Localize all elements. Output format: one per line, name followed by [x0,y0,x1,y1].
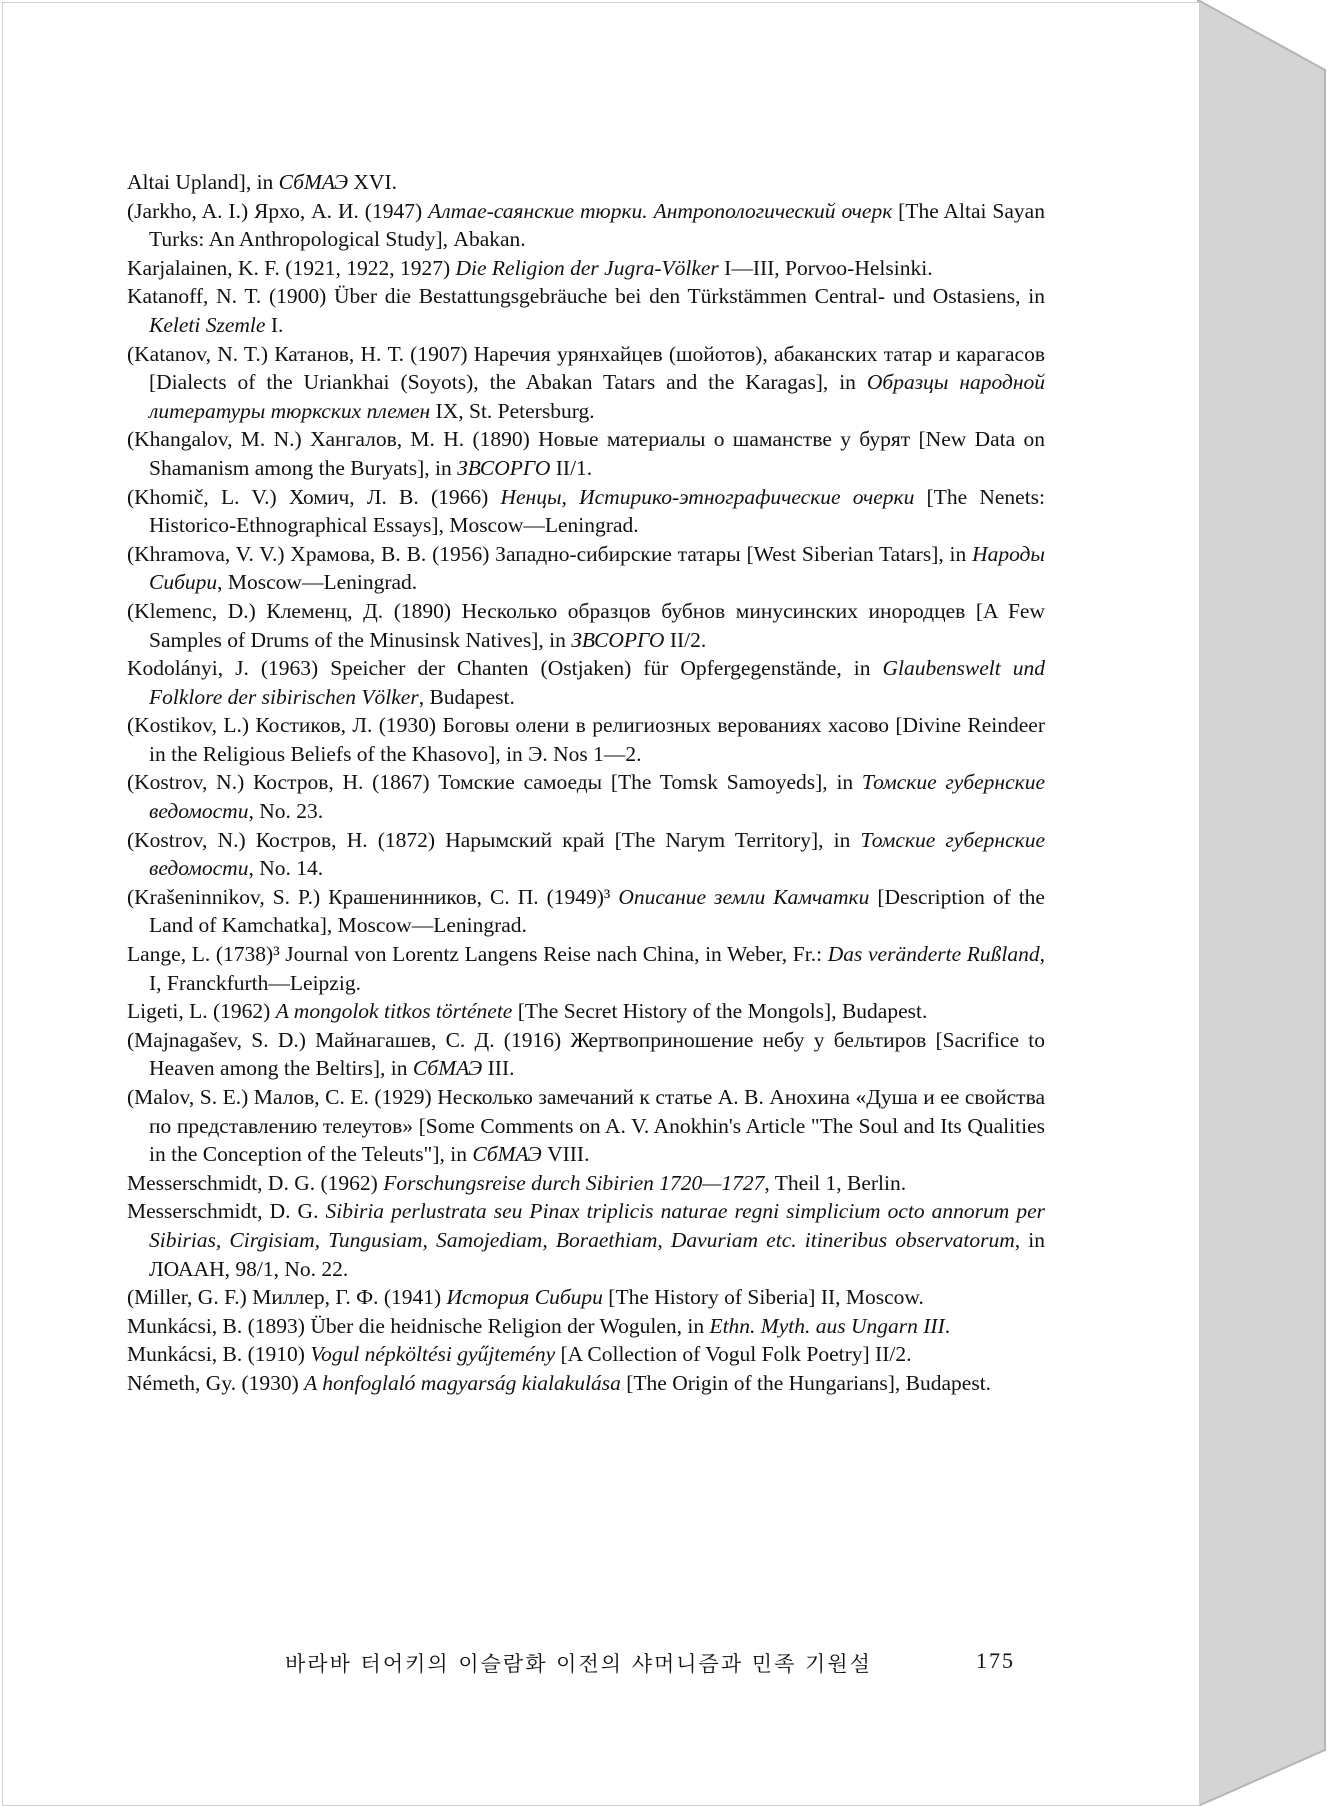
bibliography-entry [127,1369,1045,1398]
page-side-slab [1198,0,1325,1806]
entry-title-italic: ЗВСОРГО [457,455,551,480]
entry-text: Kodolányi, J. (1963) Speicher der Chanten (Ostjaken) für Opfergegenstände, in [127,656,883,681]
entry-text: , Moscow—Leningrad. [217,570,418,595]
entry-text: [A Collection of Vogul Folk Poetry] II/2. [555,1342,912,1367]
entry-text: (Kostikov, L.) Костиков, Л. (1930) Боговы олени в религиозных верованиях хасово [Divine Reindeer in the Religious Beliefs of the Khasovo], in Э. Nos 1—2. [127,713,1045,766]
entry-title-italic: Forschungsreise durch Sibirien 1720—1727 [383,1170,765,1195]
entry-text: Munkácsi, B. (1910) [127,1342,311,1367]
entry-title-italic: СбМАЭ [278,170,349,194]
entry-title-italic: Vogul népköltési gyűjtemény [310,1342,556,1367]
entry-text: . [944,1313,951,1338]
entry-text: [The Altai Sayan Turks: An Anthropological Study], Abakan. [149,198,1045,252]
entry-text: Messerschmidt, D. G. (1962) [127,1170,384,1195]
entry-text: I. [265,312,284,337]
entry-text: III. [482,1056,515,1081]
bibliography-entry [127,768,1045,825]
bibliography-entry [127,826,1045,883]
entry-text: Lange, L. (1738)³ Journal von Lorentz Langens Reise nach China, in Weber, Fr.: [127,942,828,967]
entry-text: Katanoff, N. T. (1900) Über die Bestattungsgebräuche bei den Türkstämmen Central- und Ostasiens, in [127,284,1045,309]
bibliography-entry [127,282,1045,339]
entry-text: (Khangalov, M. N.) Хангалов, М. Н. (1890) Новые материалы о шаманстве у бурят [New Data on Shamanism among the Buryats], in [127,427,1045,480]
entry-text: (Klemenc, D.) Клеменц, Д. (1890) Несколько образцов бубнов минусинских инородцев [A Few Samples of Drums of the Minusinsk Natives], in [127,598,1045,652]
bibliography-entry [127,597,1045,654]
entry-title-italic: Ethn. Myth. aus Ungarn III [709,1313,945,1338]
bibliography-entry [127,1026,1045,1083]
entry-text: [The Secret History of the Mongols], Budapest. [512,999,928,1024]
bibliography-entry [127,197,1045,254]
entry-text: Munkácsi, B. (1893) Über die heidnische Religion der Wogulen, in [127,1313,710,1338]
entry-title-italic: ЗВСОРГО [571,627,665,652]
entry-text: (Malov, S. E.) Малов, С. Е. (1929) Несколько замечаний к статье А. В. Анохина «Душа и ее свойства по представлению телеутов» [Some Comments on A. V. Anokhin's Article "The Soul and Its Qualities in the Conception of the Teleuts"], in [127,1085,1045,1167]
entry-text: (Kostrov, N.) Костров, Н. (1867) Томские самоеды [The Tomsk Samoyeds], in [127,770,862,795]
entry-title-italic: Народы Сибири [149,541,1045,595]
running-title: 바라바 터어키의 이슬람화 이전의 샤머니즘과 민족 기원설 [285,1652,872,1676]
bibliography-entry [127,1197,1045,1283]
entry-text: (Katanov, N. T.) Катанов, Н. Т. (1907) Наречия урянхайцев (шойотов), абаканских татар и карагасов [Dialects of the Uriankhai (Soyots), the Abakan Tatars and the Karagas], in [127,341,1045,395]
bibliography-entry [127,711,1045,768]
bibliography-entry [127,254,1045,283]
entry-title-italic: Das veränderte Rußland [827,942,1040,967]
entry-text: Németh, Gy. (1930) [127,1370,305,1395]
bibliography-entry [127,997,1045,1026]
bibliography-entry [127,1283,1045,1312]
bibliography-entry [127,483,1045,540]
entry-text: [Description of the Land of Kamchatka], Moscow—Leningrad. [149,884,1045,938]
bibliography-entry [127,168,1045,197]
entry-title-italic: A honfoglaló magyarság kialakulása [304,1370,621,1395]
entry-text: IX, St. Petersburg. [430,398,595,423]
entry-title-italic: СбМАЭ [472,1142,542,1167]
entry-text: , I, Franckfurth—Leipzig. [149,942,1045,995]
entry-text: Messerschmidt, D. G. [127,1199,326,1224]
page-footer [285,1648,1015,1678]
entry-title-italic: СбМАЭ [412,1056,483,1081]
bibliography-entry [127,540,1045,597]
entry-text: , Theil 1, Berlin. [764,1170,907,1195]
bibliography-list [127,168,1045,1398]
entry-text: [The Origin of the Hungarians], Budapest. [620,1370,992,1395]
entry-text: (Kostrov, N.) Костров, Н. (1872) Нарымский край [The Narym Territory], in [127,827,861,852]
entry-title-italic: Die Religion der Jugra-Völker [455,255,719,280]
entry-text: I—III, Porvoo-Helsinki. [718,255,933,280]
entry-text: (Khramova, V. V.) Храмова, В. В. (1956) Западно-сибирские татары [West Siberian Tatars], in [127,541,973,566]
bibliography-entry [127,1340,1045,1369]
entry-title-italic: Glaubenswelt und Folklore der sibirischen Völker [149,656,1045,709]
bibliography-entry [127,883,1045,940]
page-number: 175 [976,1648,1015,1673]
entry-text: XVI. [348,170,397,194]
entry-text: (Krašeninnikov, S. P.) Крашенинников, С. П. (1949)³ [127,884,619,909]
entry-text: (Jarkho, A. I.) Ярхо, А. И. (1947) [127,198,429,223]
entry-text: , Budapest. [418,684,515,709]
bibliography-entry [127,1312,1045,1341]
entry-title-italic: Томские губернские ведомости [149,827,1045,881]
bibliography-entry [127,340,1045,426]
entry-text: II/1. [550,455,593,480]
entry-text: (Miller, G. F.) Миллер, Г. Ф. (1941) [127,1285,447,1310]
entry-text: (Khomič, L. V.) Хомич, Л. В. (1966) [127,484,501,509]
entry-text: , in ЛОААН, 98/1, No. 22. [149,1227,1045,1281]
entry-text: Karjalainen, K. F. (1921, 1922, 1927) [127,255,456,280]
bibliography-entry [127,940,1045,997]
entry-title-italic: История Сибири [446,1285,603,1310]
entry-title-italic: Алтае-саянские тюрки. Антропологический очерк [428,198,893,223]
entry-text: [The History of Siberia] II, Moscow. [602,1285,924,1310]
entry-title-italic: Ненцы, Истирико-этнографические очерки [500,484,915,509]
entry-text: Ligeti, L. (1962) [127,999,276,1024]
entry-text: , No. 14. [248,856,324,881]
bibliography-entry [127,654,1045,711]
entry-title-italic: Томские губернские ведомости [149,770,1045,824]
entry-title-italic: Описание земли Камчатки [618,884,870,909]
entry-title-italic: Keleti Szemle [149,312,266,337]
entry-text: Altai Upland], in [127,170,279,194]
entry-title-italic: Sibiria perlustrata seu Pinax triplicis naturae regni simplicium octo annorum per Sibirias, Cirgisiam, Tungusiam, Samojediam, Boraethiam, Davuriam etc. itineribus observatorum [149,1199,1045,1252]
entry-title-italic: A mongolok titkos története [275,999,513,1024]
entry-text: , No. 23. [248,799,324,824]
entry-title-italic: Образцы народной литературы тюркских племен [149,370,1045,423]
entry-text: II/2. [664,627,707,652]
bibliography-entry [127,1083,1045,1169]
entry-text: [The Nenets: Historico-Ethnographical Essays], Moscow—Leningrad. [149,484,1046,538]
entry-text: (Majnagašev, S. D.) Майнагашев, С. Д. (1916) Жертвоприношение небу у бельтиров [Sacrifice to Heaven among the Beltirs], in [127,1027,1045,1081]
entry-text: VIII. [541,1142,590,1167]
bibliography-entry [127,425,1045,482]
bibliography-entry [127,1169,1045,1198]
